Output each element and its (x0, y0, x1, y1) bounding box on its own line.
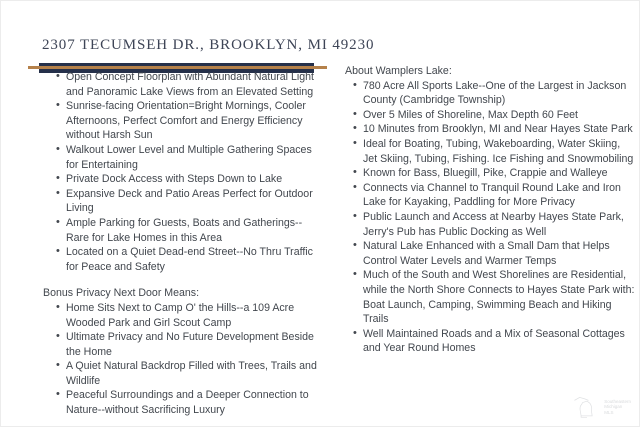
features-list (43, 70, 323, 274)
lake-fact-item: • Over 5 Miles of Shoreline, Max Depth 60 Feet (353, 108, 635, 123)
page-title: 2307 TECUMSEH DR., BROOKLYN, MI 49230 (42, 37, 375, 53)
lake-fact-item: • Much of the South and West Shorelines are Residential, while the North Shore Connects to Hayes State Park with: Boat Launch, Camping, Swimming Beach and Hiking Trails (353, 268, 635, 326)
lake-fact-item: • 780 Acre All Sports Lake--One of the Largest in Jackson County (Cambridge Township) (353, 79, 635, 108)
bonus-item: • A Quiet Natural Backdrop Filled with Trees, Trails and Wildlife (56, 359, 323, 388)
lake-fact-item: • Natural Lake Enhanced with a Small Dam that Helps Control Water Levels and Warmer Temps (353, 239, 635, 268)
feature-item: • Private Dock Access with Steps Down to Lake (56, 172, 323, 187)
mls-watermark (572, 393, 631, 421)
bonus-item: • Peaceful Surroundings and a Deeper Connection to Nature--without Sacrificing Luxury (56, 388, 323, 417)
feature-item: • Located on a Quiet Dead-end Street--No Thru Traffic for Peace and Safety (56, 245, 323, 274)
watermark-text: Southeastern Michigan MLS (604, 398, 631, 415)
bonus-item: • Home Sits Next to Camp O' the Hills--a 109 Acre Wooded Park and Girl Scout Camp (56, 301, 323, 330)
feature-item: • Open Concept Floorplan with Abundant Natural Light and Panoramic Lake Views from an Elevated Setting (56, 70, 323, 99)
michigan-outline-icon (572, 393, 602, 421)
feature-item: • Sunrise-facing Orientation=Bright Mornings, Cooler Afternoons, Perfect Comfort and Energy Efficiency without Harsh Sun (56, 99, 323, 143)
bonus-list (43, 301, 323, 418)
feature-item: • Expansive Deck and Patio Areas Perfect for Outdoor Living (56, 187, 323, 216)
lake-fact-item: • Well Maintained Roads and a Mix of Seasonal Cottages and Year Round Homes (353, 327, 635, 356)
lake-fact-item: • 10 Minutes from Brooklyn, MI and Near Hayes State Park (353, 122, 635, 137)
bonus-item: • Ultimate Privacy and No Future Development Beside the Home (56, 330, 323, 359)
lake-facts-list (345, 79, 635, 356)
gold-accent-line (28, 66, 327, 69)
lake-fact-item: • Known for Bass, Bluegill, Pike, Crappie and Walleye (353, 166, 635, 181)
lake-fact-item: • Connects via Channel to Tranquil Round Lake and Iron Lake for Kayaking, Paddling for More Privacy (353, 181, 635, 210)
bonus-section-heading: Bonus Privacy Next Door Means: (43, 287, 200, 300)
feature-item: • Walkout Lower Level and Multiple Gathering Spaces for Entertaining (56, 143, 323, 172)
lake-fact-item: • Public Launch and Access at Nearby Hayes State Park, Jerry's Pub has Public Docking as Well (353, 210, 635, 239)
feature-item: • Ample Parking for Guests, Boats and Gatherings--Rare for Lake Homes in this Area (56, 216, 323, 245)
left-column (43, 70, 323, 418)
lake-section-heading: About Wamplers Lake: (345, 65, 452, 77)
right-column (345, 64, 635, 356)
lake-fact-item: • Ideal for Boating, Tubing, Wakeboarding, Water Skiing, Jet Skiing, Tubing, Fishing. Ice Fishing and Snowmobiling (353, 137, 635, 166)
